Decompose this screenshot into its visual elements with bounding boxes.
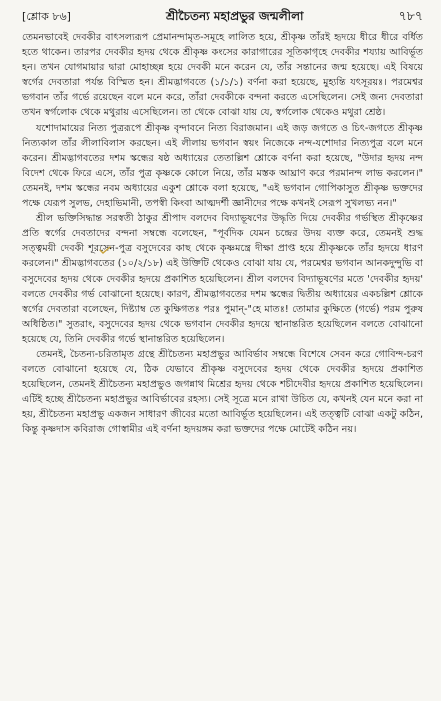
chapter-title: শ্রীচৈতন্য মহাপ্রভুর জন্মলীলা [165, 9, 304, 23]
paragraph-2: যশোদামায়ের নিত্য পুত্ররূপে শ্রীকৃষ্ণ বৃন্দাবনে নিত্য বিরাজমান। এই জড় জগতে ও চিৎ-জগতে শ্রীকৃষ্ণ নিত্যকাল তাঁর লীলাবিলাস করছেন। এই লীলায় ভগবান স্বয়ং নিজেকে নন্দ-যশোদার নিত্যপুত্র বলে মনে করেন। শ্রীমদ্ভাগবতের দশম স্কন্ধের ষষ্ঠ অধ্যায়ের তেতাল্লিশ শ্লোকে বর্ণনা করা হয়েছে, "উদার হৃদয় নন্দ বিদেশ থেকে ফিরে এসে, তাঁর পুত্র কৃষ্ণকে কোলে নিয়ে, তাঁর মস্তক আঘ্রাণ করে পরমানন্দ লাভ করলেন।" তেমনই, দশম স্কন্ধের নবম অধ্যায়ের একুশ শ্লোকে বলা হয়েছে, "এই ভগবান গোপিকাসুত শ্রীকৃষ্ণ ভক্তদের পক্ষে যেরূপ সুলভ, দেহাভিমানী, তপস্বী কিংবা আত্মদর্শী জ্ঞানীদের পক্ষে কখনই সেরূপ সুখলভ্য নন।" [22, 122, 423, 210]
paragraph-3: শ্রীল ভক্তিসিদ্ধান্ত সরস্বতী ঠাকুর শ্রীপাদ বলদেব বিদ্যাভূষণের উদ্ধৃতি দিয়ে দেবকীর গর্ভস্থিত শ্রীকৃষ্ণের প্রতি স্বর্গের দেবতাদের বন্দনা সম্বন্ধে বলেছেন, "পূর্বদিক যেমন চন্দ্রের উদয় ব্যক্ত করে, তেমনই শুদ্ধ সত্ত্বময়ী দেবকী শূরসেন-পুত্র বসুদেবের কাছ থেকে কৃষ্ণমন্ত্রে দীক্ষা প্রাপ্ত হয়ে শ্রীকৃষ্ণকে তাঁর হৃদয়ে ধারণ করলেন।" শ্রীমদ্ভাগবতের (১০/২/১৮) এই উক্তিটি থেকেও বোঝা যায় যে, পরমেশ্বর ভগবান আনকদুন্দুভি বা বসুদেবের হৃদয় থেকে দেবকীর হৃদয়ে প্রকাশিত হয়েছিলেন। শ্রীল বলদেব বিদ্যাভূষণের মতে 'দেবকীর হৃদয়' বলতে দেবকীর গর্ভ বোঝানো হয়েছে। কারণ, শ্রীমদ্ভাগবতের দশম স্কন্ধের দ্বিতীয় অধ্যায়ের একচল্লিশ শ্লোকে স্বর্গের দেবতারা বলেছেন, দিষ্ট্যাম্ব তে কুক্ষিগতঃ পরঃ পুমান্-"হে মাতঃ! তোমার কুক্ষিতে (গর্ভে) পরম পুরুষ অধিষ্ঠিত।" সুতরাং, বসুদেবের হৃদয় থেকে ভগবান দেবকীর হৃদয়ে স্থানান্তরিত হয়েছিলেন বলতে বোঝানো হয়েছে যে, তিনি দেবকীর গর্ভে স্থানান্তরিত হয়েছিলেন। [22, 213, 423, 345]
paragraph-4: তেমনই, চৈতন্য-চরিতামৃত গ্রন্থে শ্রীচৈতন্য মহাপ্রভুর আবির্ভাব সম্বন্ধে বিশেষে সেবন করে গোবিন্দ-চরণ বলতে বোঝানো হয়েছে যে, ঠিক যেভাবে শ্রীকৃষ্ণ বসুদেবের হৃদয় থেকে দেবকীর হৃদয়ে প্রকাশিত হয়েছিলেন, তেমনই শ্রীচৈতন্য মহাপ্রভুও জগন্নাথ মিশ্রের হৃদয় থেকে শচীদেবীর হৃদয়ে প্রকাশিত হয়েছিলেন। এটিই হচ্ছে শ্রীচৈতন্য মহাপ্রভুর আবির্ভাবের রহস্য। সেই সূত্রে মনে রাখা উচিত যে, কখনই যেন মনে করা না হয়, শ্রীচৈতন্য মহাপ্রভু একজন সাধারণ জীবের মতো আবির্ভূত হয়েছিলেন। এই তত্ত্বটি বোঝা একটু কঠিন, কিন্তু কৃষ্ণদাস কবিরাজ গোস্বামীর এই বর্ণনা হৃদয়ঙ্গম করা ভক্তদের পক্ষে মোটেই কঠিন নয়। [22, 348, 423, 436]
verse-reference: [শ্লোক ৮৬] [22, 10, 71, 23]
pen-check-mark-icon [99, 246, 111, 254]
page-header [22, 0, 423, 30]
page-number: ৭৮৭ [398, 8, 423, 23]
paragraph-1: তেমনভাবেই দেবকীর বাৎসল্যরূপ প্রেমানন্দামৃত-সমূহে লালিত হয়ে, শ্রীকৃষ্ণ তাঁরই হৃদয়ে ধীরে ধীরে বর্ধিত হতে থাকেন। তারপর দেবকীর হৃদয় থেকে শ্রীকৃষ্ণ কংসের কারাগারের সূতিকাগৃহে দেবকীর শয্যায় আবির্ভূত হন। তখন যোগমায়ার দ্বারা মোহাচ্ছন্ন হয়ে দেবকী মনে করেন যে, তাঁর সন্তানের জন্ম হয়েছে। এই বিষয়ে স্বর্গের দেবতারা পর্যন্ত বিস্মিত হন। শ্রীমদ্ভাগবতে (১/১/১) বর্ণনা করা হয়েছে, মুহ্যন্তি যৎসূরয়ঃ। পরমেশ্বর ভগবান তাঁর গর্ভে রয়েছেন বলে মনে করে, তাঁরা দেবকীকে বন্দনা করতে এসেছিলেন। সেই জন্য দেবতারা তখন স্বর্গলোক থেকে মথুরায় এসেছিলেন। তা থেকে বোঝা যায় যে, স্বর্গলোক থেকেও মথুরা শ্রেষ্ঠ। [22, 32, 423, 119]
body-text [22, 30, 423, 438]
